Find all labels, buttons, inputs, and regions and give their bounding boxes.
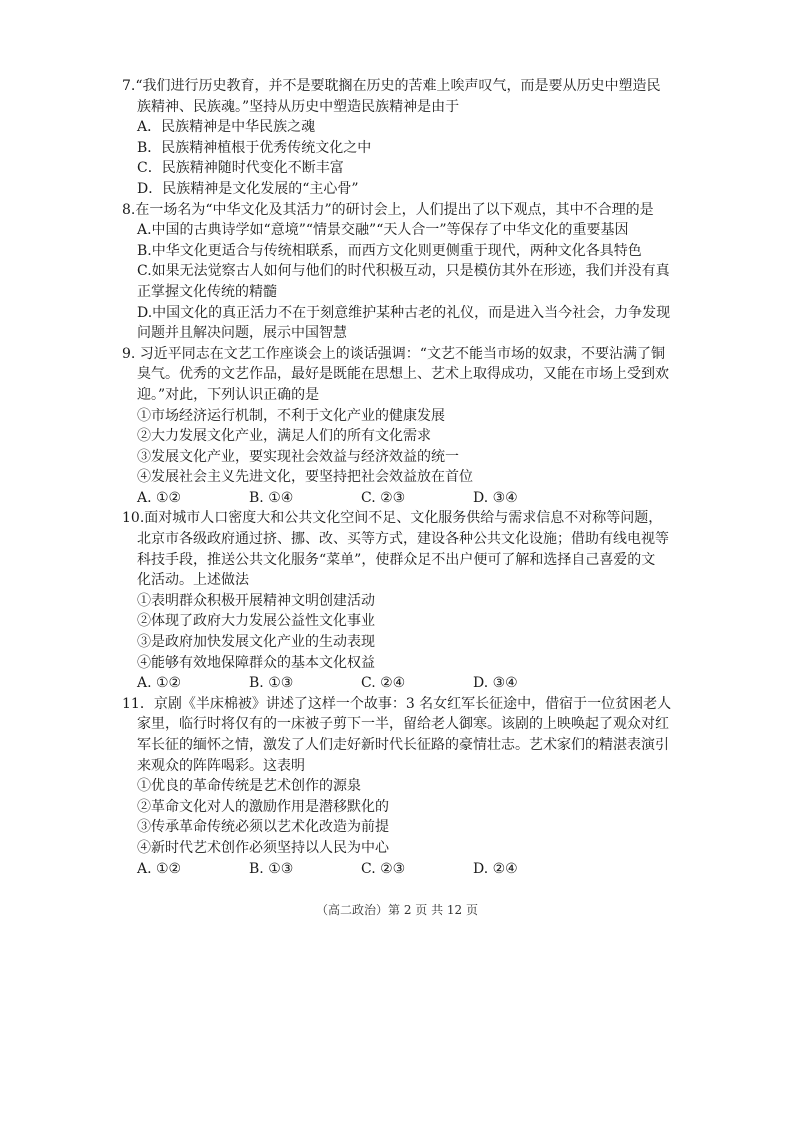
choice-d: D. ③④	[473, 489, 518, 506]
question-stem-line: 迎。”对此，下列认识正确的是	[137, 386, 320, 403]
answer-option: C．民族精神随时代变化不断丰富	[137, 160, 344, 177]
question-stem-line: 来观众的阵阵喝彩。这表明	[137, 757, 305, 774]
exam-page	[122, 76, 682, 879]
choice-d: D. ②④	[473, 860, 518, 877]
answer-option-continuation: 正掌握文化传统的精髓	[137, 283, 277, 300]
choice-b: B. ①④	[249, 489, 294, 506]
statement-item: ①优良的革命传统是艺术创作的源泉	[137, 778, 361, 795]
statement-item: ①表明群众积极开展精神文明创建活动	[137, 592, 375, 609]
question-stem-line: 9. 习近平同志在文艺工作座谈会上的谈话强调：“文艺不能当市场的奴隶，不要沾满了铜	[122, 345, 665, 362]
statement-item: ③发展文化产业，要实现社会效益与经济效益的统一	[137, 448, 459, 465]
question-stem-line: 军长征的缅怀之情，激发了人们走好新时代长征路的豪情壮志。艺术家们的精湛表演引	[137, 737, 669, 753]
answer-option-continuation: 问题并且解决问题，展示中国智慧	[137, 325, 347, 342]
choice-d: D. ③④	[473, 675, 518, 692]
question-stem-line: 7.“我们进行历史教育，并不是要耽搁在历史的苦难上唉声叹气，而是要从历史中塑造民	[122, 78, 661, 94]
choice-c: C. ②③	[361, 489, 406, 506]
statement-item: ④能够有效地保障群众的基本文化权益	[137, 654, 375, 671]
statement-item: ②大力发展文化产业，满足人们的所有文化需求	[137, 428, 431, 445]
question-9	[122, 344, 682, 509]
statement-item: ②革命文化对人的激励作用是潜移默化的	[137, 798, 389, 815]
statement-item: ③传承革命传统必须以艺术化改造为前提	[137, 819, 389, 836]
question-stem-line: 10.面对城市人口密度大和公共文化空间不足、文化服务供给与需求信息不对称等问题，	[122, 510, 663, 527]
choice-a: A. ①②	[137, 489, 182, 506]
page-footer: （高二政治）第 2 页 共 12 页	[316, 903, 478, 917]
question-stem-line: 科技手段，推送公共文化服务“菜单”，使群众足不出户便可了解和选择自己喜爱的文	[137, 551, 656, 568]
question-stem-line: 11．京剧《半床棉被》讲述了这样一个故事：3 名女红军长征途中，借宿于一位贫困老人	[122, 695, 672, 712]
question-stem-line: 化活动。上述做法	[137, 572, 249, 589]
answer-option: A．民族精神是中华民族之魂	[137, 119, 316, 136]
statement-item: ④新时代艺术创作必须坚持以人民为中心	[137, 839, 389, 856]
answer-choices	[122, 488, 682, 509]
question-stem-line: 族精神、民族魂。”坚持从历史中塑造民族精神是由于	[137, 98, 460, 115]
question-stem-line: 家里，临行时将仅有的一床被子剪下一半，留给老人御寒。该剧的上映唤起了观众对红	[137, 716, 669, 733]
statement-item: ①市场经济运行机制，不利于文化产业的健康发展	[137, 407, 445, 424]
choice-a: A. ①②	[137, 675, 182, 692]
answer-option: D．民族精神是文化发展的“主心骨”	[137, 180, 359, 197]
answer-choices	[122, 859, 682, 880]
choice-b: B. ①③	[249, 860, 294, 877]
choice-b: B. ①③	[249, 675, 294, 692]
answer-option: B．民族精神植根于优秀传统文化之中	[137, 139, 372, 156]
answer-option: B.中华文化更适合与传统相联系，而西方文化则更侧重于现代，两种文化各具特色	[137, 242, 642, 259]
statement-item: ②体现了政府大力发展公益性文化事业	[137, 613, 375, 630]
choice-c: C. ②④	[361, 675, 406, 692]
question-10	[122, 508, 682, 693]
choice-a: A. ①②	[137, 860, 182, 877]
question-stem-line: 臭气。优秀的文艺作品，最好是既能在思想上、艺术上取得成功，又能在市场上受到欢	[137, 366, 669, 383]
answer-option: A.中国的古典诗学如“意境”“情景交融”“天人合一”等保存了中华文化的重要基因	[137, 222, 629, 239]
question-11	[122, 694, 682, 879]
statement-item: ③是政府加快发展文化产业的生动表现	[137, 634, 375, 651]
answer-option: D.中国文化的真正活力不在于刻意维护某种古老的礼仪，而是进入当今社会，力争发现	[137, 304, 671, 321]
choice-c: C. ②③	[361, 860, 406, 877]
answer-choices	[122, 673, 682, 694]
question-8	[122, 200, 682, 344]
question-stem-line: 8.在一场名为“中华文化及其活力”的研讨会上，人们提出了以下观点，其中不合理的是	[122, 201, 654, 218]
question-stem-line: 北京市各级政府通过挤、挪、改、买等方式，建设各种公共文化设施；借助有线电视等	[137, 531, 669, 548]
question-7	[122, 76, 682, 200]
answer-option: C.如果无法觉察古人如何与他们的时代积极互动，只是模仿其外在形迹，我们并没有真	[137, 263, 670, 280]
statement-item: ④发展社会主义先进文化，要坚持把社会效益放在首位	[137, 469, 473, 486]
